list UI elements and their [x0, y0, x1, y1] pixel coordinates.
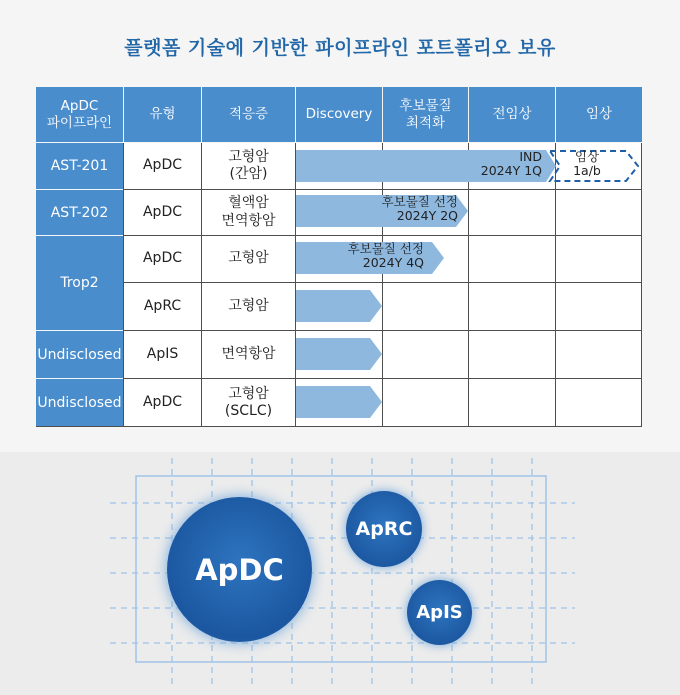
platform-illustration	[0, 452, 680, 695]
ast202-label: 후보물질 선정 2024Y 2Q	[381, 194, 458, 224]
progress-arrow-undisclosed-apis	[296, 338, 382, 370]
trop2-label: 후보물질 선정 2024Y 4Q	[347, 241, 424, 271]
grid-line	[555, 143, 556, 427]
progress-arrow-trop2-aprc	[296, 290, 382, 322]
grid-line	[124, 235, 642, 236]
grid-line	[124, 378, 642, 379]
type-cell: ApDC	[124, 379, 201, 427]
grid-line	[468, 143, 469, 427]
grid-line	[124, 330, 642, 331]
ast201-ind-label: IND 2024Y 1Q	[480, 149, 542, 179]
pipeline-table	[36, 87, 642, 427]
pipeline-undisclosed-2: Undisclosed	[36, 379, 123, 427]
header-pipeline: ApDC 파이프라인	[36, 87, 123, 142]
grid-line	[124, 282, 642, 283]
type-cell: ApIS	[124, 331, 201, 378]
header-type: 유형	[124, 87, 201, 142]
type-cell: ApDC	[124, 190, 201, 235]
bubble-apdc: ApDC	[167, 497, 312, 642]
header-clinical: 임상	[556, 87, 642, 142]
pipeline-ast201: AST-201	[36, 143, 123, 189]
dashed-grid	[0, 452, 680, 695]
header-discovery: Discovery	[296, 87, 382, 142]
indication-cell: 고형암 (간암)	[202, 143, 295, 189]
type-cell: ApDC	[124, 236, 201, 282]
bubble-apis: ApIS	[407, 580, 472, 645]
header-indication: 적응증	[202, 87, 295, 142]
grid-line	[124, 189, 642, 190]
indication-cell: 면역항암	[202, 331, 295, 378]
indication-cell: 혈액암 면역항암	[202, 190, 295, 235]
grid-line	[295, 143, 296, 427]
header-preclinical: 전임상	[469, 87, 555, 142]
grid-line	[36, 426, 642, 427]
grid-line	[123, 143, 124, 427]
header-optimization: 후보물질 최적화	[383, 87, 468, 142]
grid-line	[201, 143, 202, 427]
bubble-aprc: ApRC	[346, 491, 422, 567]
grid-line	[382, 143, 383, 427]
indication-cell: 고형암	[202, 283, 295, 330]
indication-cell: 고형암	[202, 236, 295, 282]
pipeline-trop2: Trop2	[36, 236, 123, 330]
grid-line	[641, 143, 642, 427]
page-title: 플랫폼 기술에 기반한 파이프라인 포트폴리오 보유	[124, 37, 556, 59]
indication-cell: 고형암 (SCLC)	[202, 379, 295, 427]
type-cell: ApDC	[124, 143, 201, 189]
pipeline-undisclosed-1: Undisclosed	[36, 331, 123, 378]
pipeline-ast202: AST-202	[36, 190, 123, 235]
progress-arrow-undisclosed-apdc	[296, 386, 382, 418]
ast201-clinical-label: 임상 1a/b	[573, 149, 601, 179]
type-cell: ApRC	[124, 283, 201, 330]
